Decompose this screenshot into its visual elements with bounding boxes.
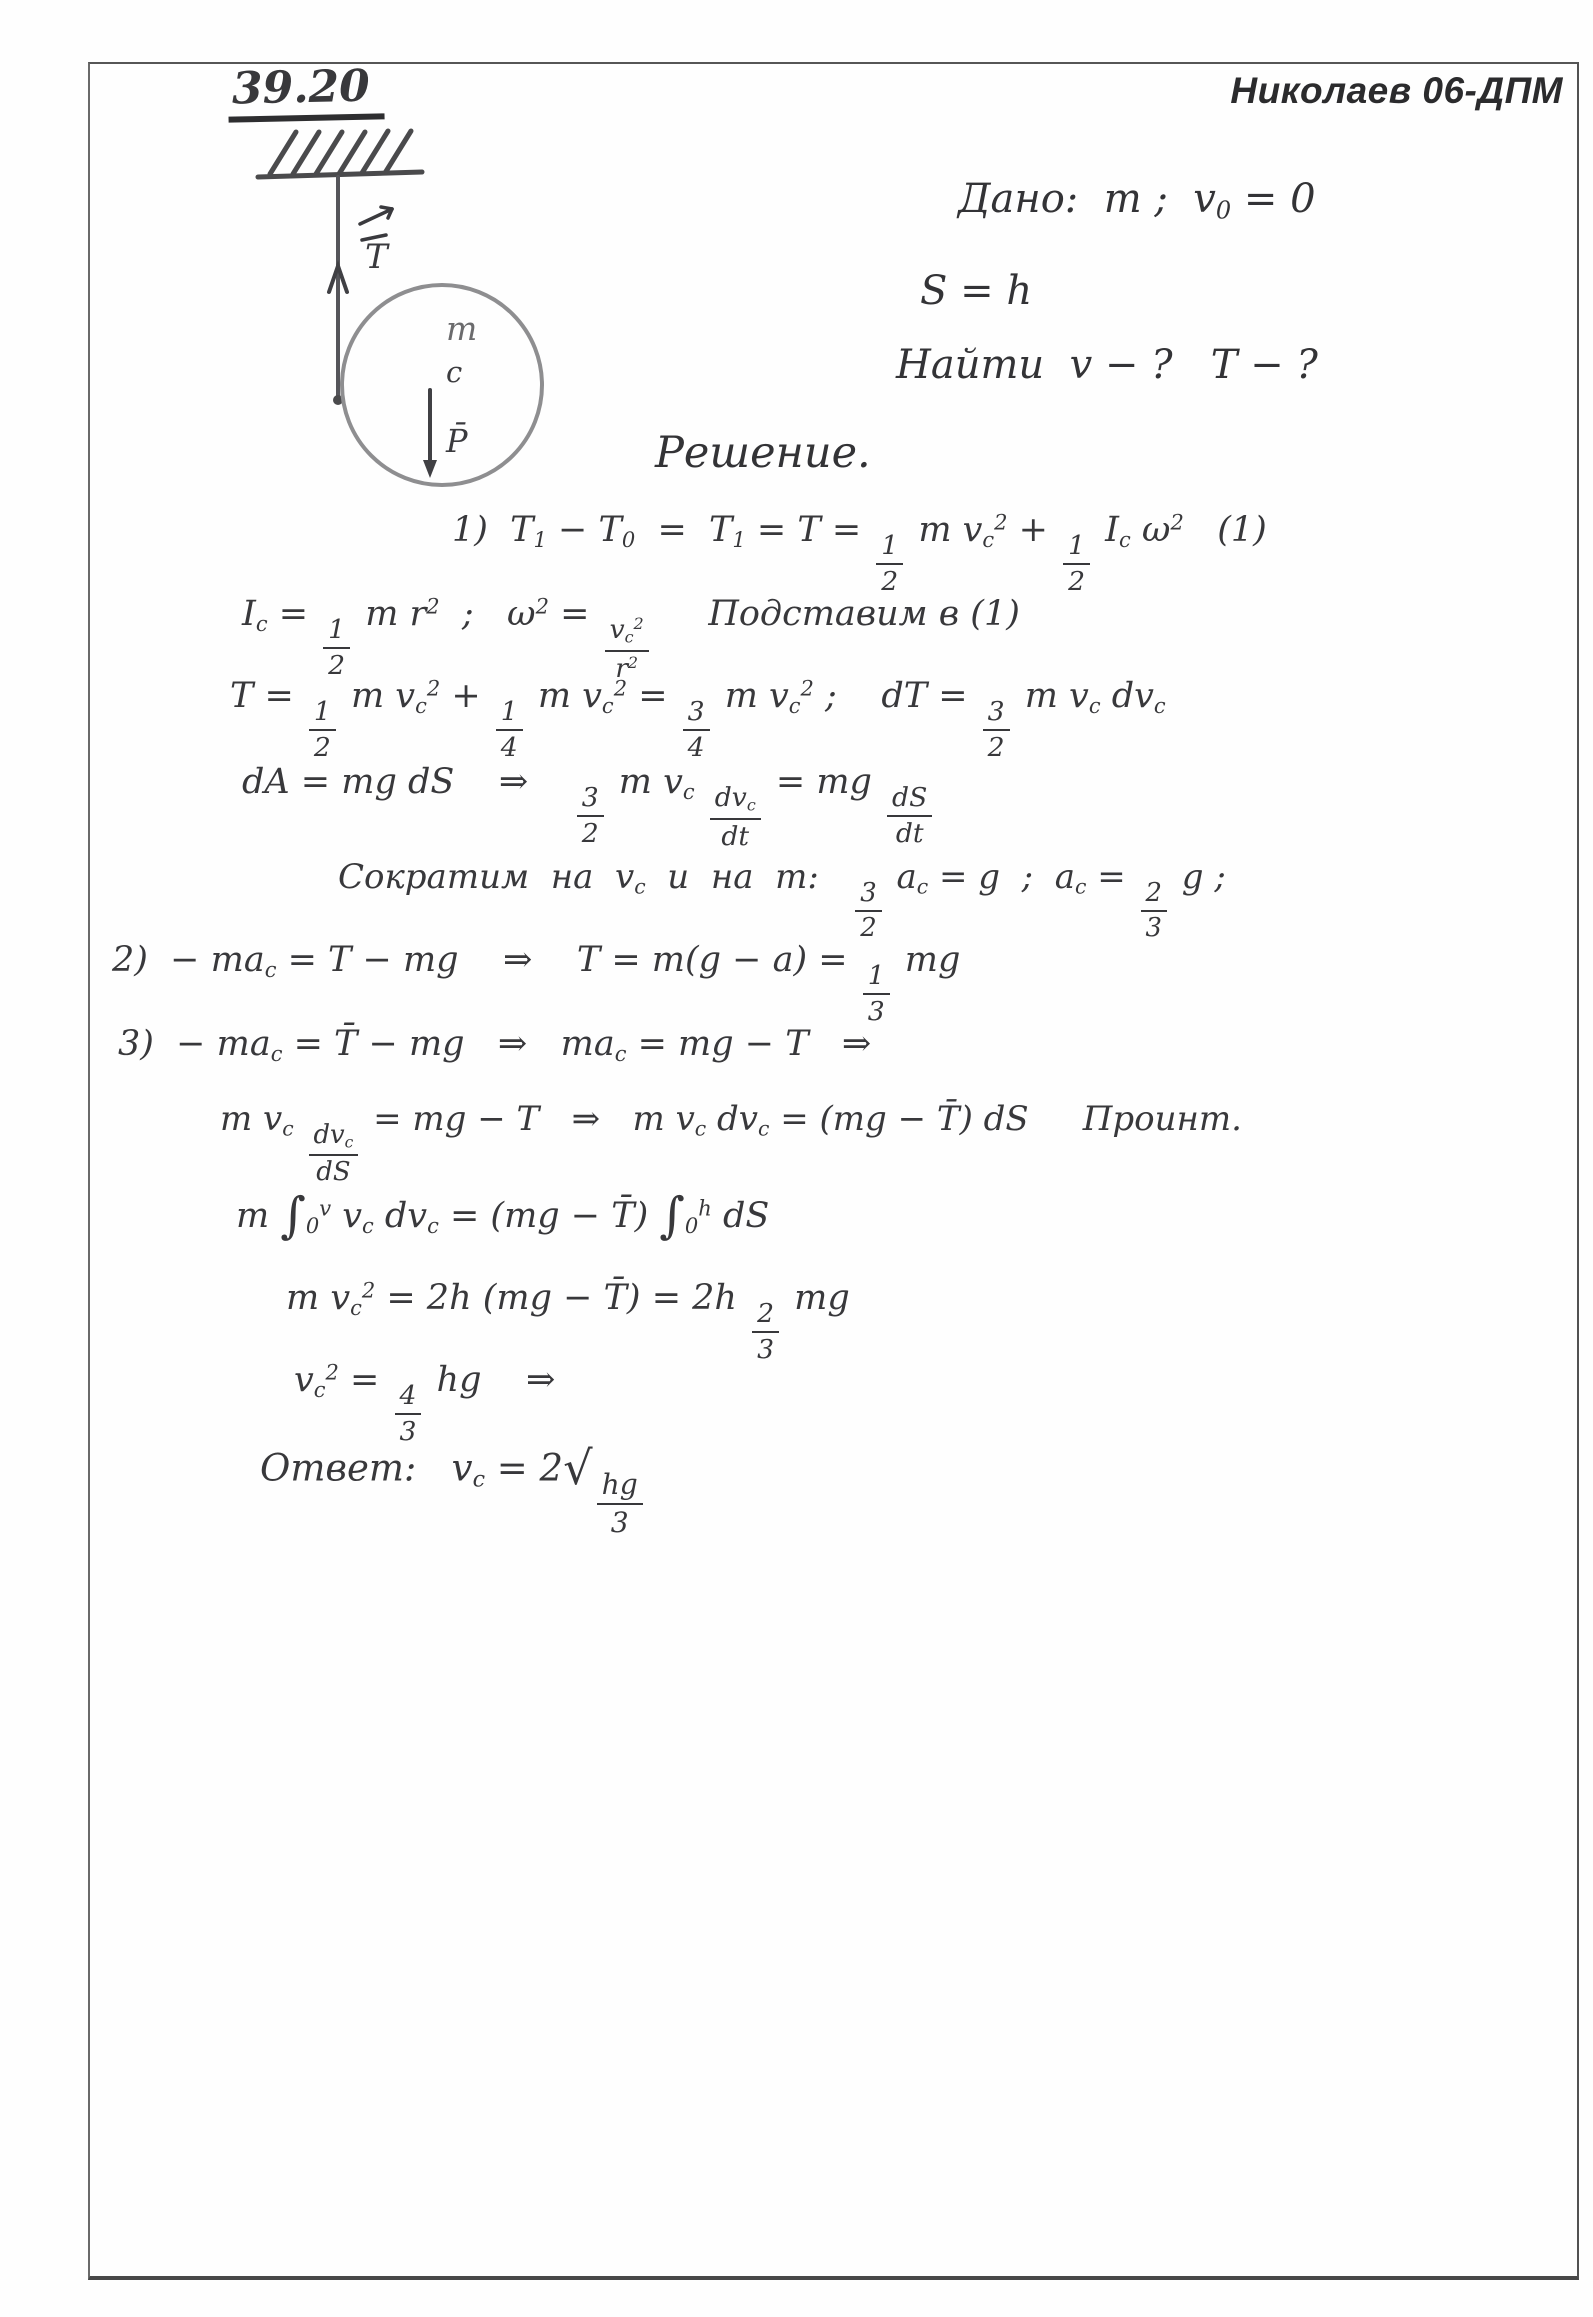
solution-line-1: 1) $T_1 - T_0 = T_1 = T$ = $\frac{1}{2}$ m $v_c^2$ + $\frac{1}{2}$ $I_c$ $\omega^2$ (1) <box>452 510 1267 598</box>
answer-line: Ответ: $v_c = 2√$ $\frac{hg}{3}$ <box>260 1442 647 1537</box>
weight-label: P̄ <box>446 422 468 460</box>
given-line-dano: Дано: m ; $v_0 = 0$ <box>958 176 1316 225</box>
solution-line-11: $v_c^2$ = $\frac{4}{3}$ hg ⇒ <box>294 1360 556 1448</box>
solution-line-7: $3) - ma_c$ = T̄ − mg ⇒ $ma_c$ = mg − T ⇒ <box>118 1024 872 1066</box>
solution-line-3: T = $\frac{1}{2}$ m $v_c^2$ + $\frac{1}{4}$ m $v_c^2$ = $\frac{3}{4}$ m $v_c^2$ ; dT = $\frac{3}{2}$ m $v_c$ $dv_c$ <box>230 676 1166 764</box>
solution-line-5: Сократим на $v_c$ и на m: $\frac{3}{2}$ $a_c = g$ ; $a_c$ = $\frac{2}{3}$ g ; <box>338 857 1226 944</box>
given-line-find: Найти v − ? T − ? <box>896 342 1318 388</box>
solution-line-2: $I_c$ = $\frac{1}{2}$ m $r^2$ ; $\omega^2$ = $\frac{v_c^2}{r^2}$ Подставим в (1) <box>242 594 1020 684</box>
solution-line-10: m $v_c^2 = 2h$ (mg − T̄) = 2h $\frac{2}{3}$ mg <box>286 1278 850 1366</box>
tension-vector-mark <box>360 207 392 240</box>
weight-arrowhead <box>423 460 437 478</box>
center-label: c <box>446 355 463 389</box>
solution-line-4: dA = mg dS ⇒ $\frac{3}{2}$ m $v_c$ $\frac{dv_c}{dt}$ = mg $\frac{dS}{dt}$ <box>242 762 936 850</box>
problem-number: 39.20 <box>227 60 384 122</box>
solution-title: Решение. <box>655 428 871 478</box>
problem-diagram <box>250 122 590 522</box>
mass-label: m <box>446 309 478 348</box>
page-header-author: Николаев 06-ДПМ <box>1230 70 1563 111</box>
disk-circle <box>342 285 542 485</box>
tension-label: T <box>365 237 388 277</box>
solution-line-9: m $\int_0^v$ $v_c$ $dv_c = (mg$ − T̄) $\int_0^h$ dS <box>236 1187 770 1244</box>
solution-line-8: m $v_c$ $\frac{dv_c}{dS}$ = mg − T ⇒ m $v_c$ $dv_c = (mg$ − T̄) dS Проинт. <box>220 1099 1242 1187</box>
given-line-path: S = h <box>920 268 1033 314</box>
solution-line-6: $2) - ma_c = T$ − mg ⇒ T = m(g − a) = $\frac{1}{3}$ mg <box>112 940 961 1028</box>
ceiling-hatching <box>258 131 422 177</box>
